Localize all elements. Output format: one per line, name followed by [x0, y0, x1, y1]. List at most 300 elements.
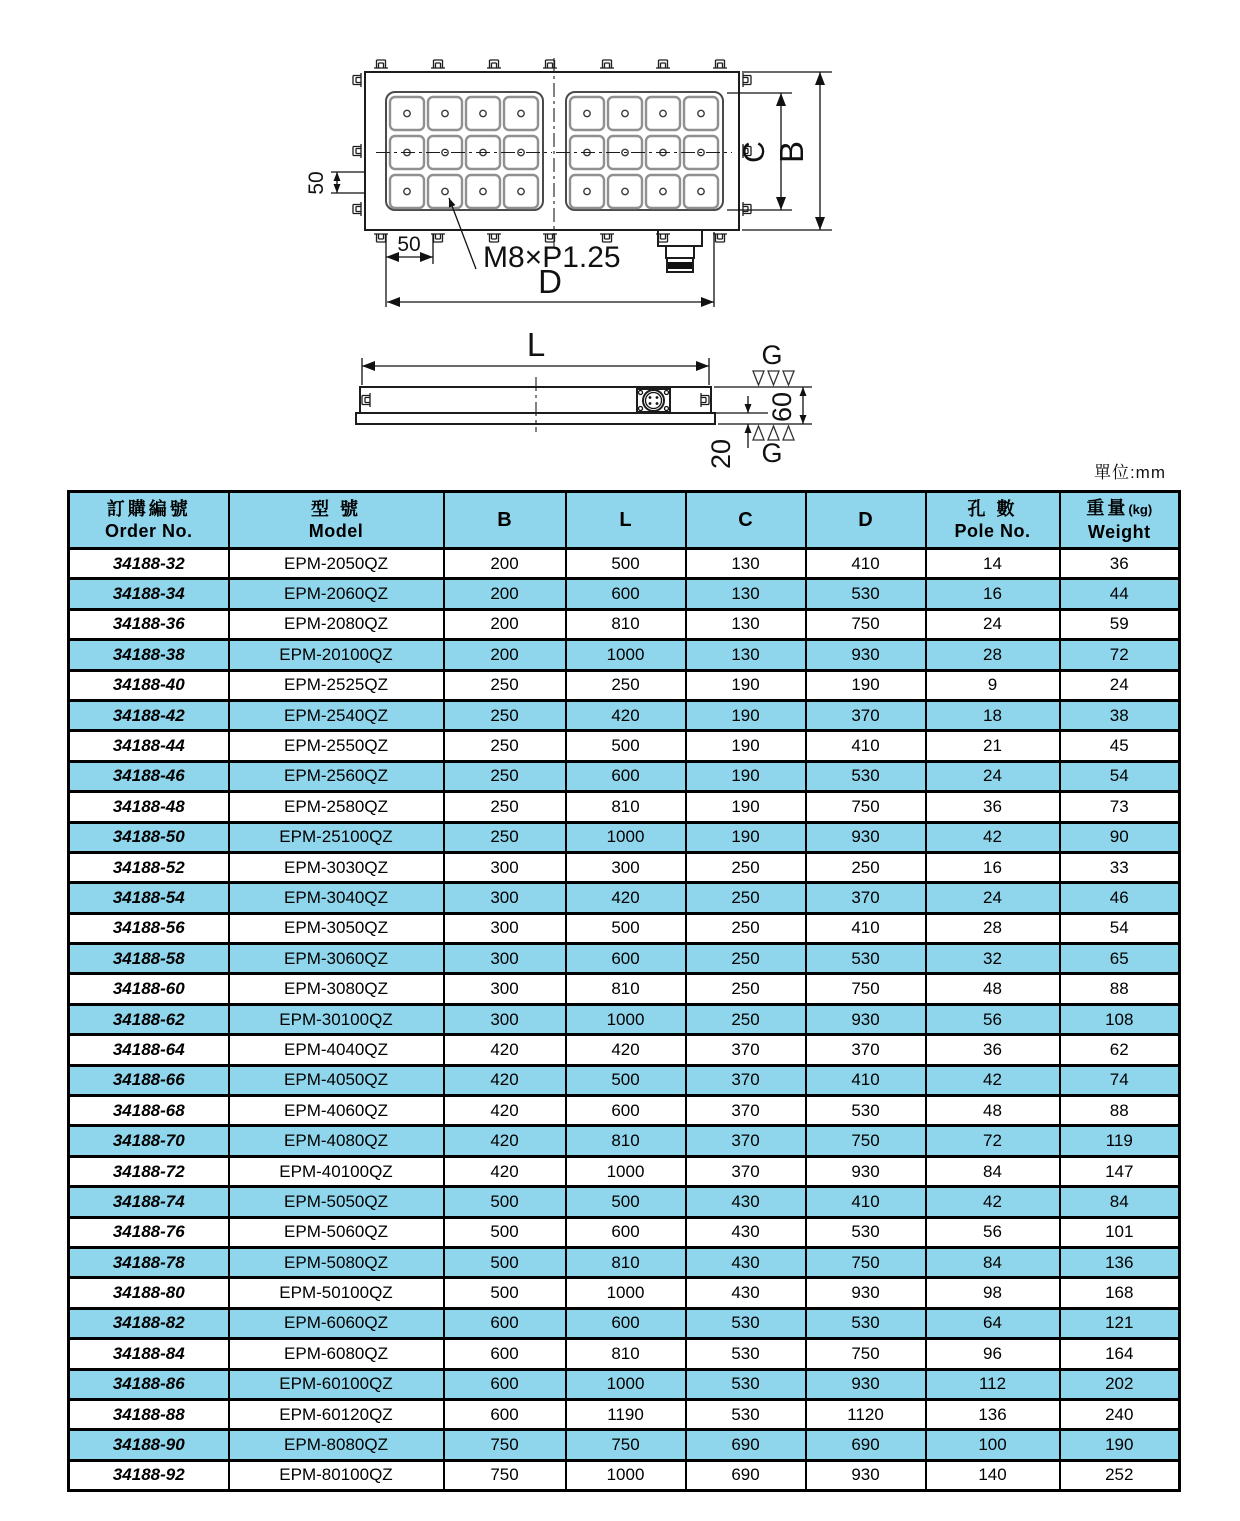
order-no-cell: 34188-58 — [69, 944, 229, 974]
model-cell: EPM-2080QZ — [229, 609, 444, 639]
model-cell: EPM-8080QZ — [229, 1430, 444, 1460]
dim-l-cell: 250 — [566, 670, 686, 700]
table-row — [69, 852, 1180, 882]
dim-d-cell: 750 — [806, 1339, 926, 1369]
dim-c-cell: 370 — [686, 1065, 806, 1095]
dim-d-cell: 530 — [806, 761, 926, 791]
model-cell: EPM-50100QZ — [229, 1278, 444, 1308]
dim-b-cell: 250 — [444, 761, 566, 791]
pole-no-cell: 48 — [926, 974, 1060, 1004]
dim-c-cell: 190 — [686, 700, 806, 730]
dim-l-cell: 500 — [566, 731, 686, 761]
model-cell: EPM-4080QZ — [229, 1126, 444, 1156]
order-no-cell: 34188-54 — [69, 883, 229, 913]
table-row — [69, 1126, 1180, 1156]
dim-b-cell: 200 — [444, 549, 566, 579]
pole-no-cell: 24 — [926, 609, 1060, 639]
pole-no-cell: 42 — [926, 1187, 1060, 1217]
col-header-weight-en: Weight — [1087, 522, 1151, 542]
dim-l-cell: 810 — [566, 792, 686, 822]
table-row — [69, 1065, 1180, 1095]
order-no-cell: 34188-34 — [69, 579, 229, 609]
dim-b-cell: 200 — [444, 579, 566, 609]
order-no-cell: 34188-86 — [69, 1369, 229, 1399]
col-header-model — [229, 492, 444, 549]
dim-d-cell: 250 — [806, 852, 926, 882]
dim-label-60: 60 — [767, 391, 797, 423]
dim-d-cell: 1120 — [806, 1399, 926, 1429]
dim-d-cell: 370 — [806, 700, 926, 730]
weight-cell: 121 — [1060, 1308, 1180, 1338]
dim-c-cell: 190 — [686, 731, 806, 761]
table-row — [69, 549, 1180, 579]
model-cell: EPM-6060QZ — [229, 1308, 444, 1338]
table-row — [69, 883, 1180, 913]
weight-cell: 88 — [1060, 1096, 1180, 1126]
pole-no-cell: 98 — [926, 1278, 1060, 1308]
pole-no-cell: 56 — [926, 1004, 1060, 1034]
table-row — [69, 1247, 1180, 1277]
order-no-cell: 34188-66 — [69, 1065, 229, 1095]
dim-b-cell: 420 — [444, 1096, 566, 1126]
weight-cell: 190 — [1060, 1430, 1180, 1460]
col-header-order-zh: 訂購編號 — [106, 499, 191, 519]
table-row — [69, 700, 1180, 730]
order-no-cell: 34188-74 — [69, 1187, 229, 1217]
dim-l-cell: 1000 — [566, 1278, 686, 1308]
order-no-cell: 34188-82 — [69, 1308, 229, 1338]
col-header-model-zh: 型 號 — [310, 499, 361, 519]
model-cell: EPM-3050QZ — [229, 913, 444, 943]
table-row — [69, 640, 1180, 670]
dim-label-c: C — [738, 141, 771, 163]
surface-finish-bottom — [753, 426, 794, 468]
order-no-cell: 34188-78 — [69, 1247, 229, 1277]
model-cell: EPM-6080QZ — [229, 1339, 444, 1369]
pole-no-cell: 56 — [926, 1217, 1060, 1247]
table-row — [69, 974, 1180, 1004]
model-cell: EPM-80100QZ — [229, 1460, 444, 1490]
dim-d-cell: 190 — [806, 670, 926, 700]
weight-cell: 84 — [1060, 1187, 1180, 1217]
weight-cell: 46 — [1060, 883, 1180, 913]
dim-l-cell: 600 — [566, 761, 686, 791]
dim-l-cell: 500 — [566, 1065, 686, 1095]
dim-d-cell: 530 — [806, 579, 926, 609]
weight-unit: (kg) — [1128, 502, 1153, 517]
weight-cell: 54 — [1060, 913, 1180, 943]
dim-b-cell: 600 — [444, 1308, 566, 1338]
top-view — [305, 58, 832, 307]
dim-l-cell: 1000 — [566, 1460, 686, 1490]
connector-top-view — [658, 230, 702, 272]
dim-c-cell: 690 — [686, 1430, 806, 1460]
dim-l-cell: 1000 — [566, 1369, 686, 1399]
dim-c-cell: 430 — [686, 1278, 806, 1308]
dim-b-cell: 200 — [444, 640, 566, 670]
dim-c-cell: 370 — [686, 1156, 806, 1186]
weight-cell: 119 — [1060, 1126, 1180, 1156]
order-no-cell: 34188-40 — [69, 670, 229, 700]
dim-d-cell: 530 — [806, 944, 926, 974]
dim-b-cell: 600 — [444, 1369, 566, 1399]
dim-l-cell: 810 — [566, 1339, 686, 1369]
pole-no-cell: 24 — [926, 761, 1060, 791]
order-no-cell: 34188-42 — [69, 700, 229, 730]
pole-no-cell: 42 — [926, 822, 1060, 852]
order-no-cell: 34188-50 — [69, 822, 229, 852]
table-row — [69, 944, 1180, 974]
dim-b-cell: 300 — [444, 852, 566, 882]
dim-l-cell: 600 — [566, 944, 686, 974]
col-header-order — [69, 492, 229, 549]
weight-cell: 90 — [1060, 822, 1180, 852]
dim-d-cell: 370 — [806, 883, 926, 913]
table-row — [69, 792, 1180, 822]
pole-no-cell: 84 — [926, 1247, 1060, 1277]
order-no-cell: 34188-70 — [69, 1126, 229, 1156]
dim-label-50-horizontal: 50 — [397, 233, 421, 256]
dim-c-cell: 370 — [686, 1126, 806, 1156]
model-cell: EPM-5060QZ — [229, 1217, 444, 1247]
order-no-cell: 34188-52 — [69, 852, 229, 882]
dim-l-cell: 1000 — [566, 1156, 686, 1186]
dim-label-d: D — [538, 263, 562, 300]
order-no-cell: 34188-56 — [69, 913, 229, 943]
model-cell: EPM-3080QZ — [229, 974, 444, 1004]
col-header-weight-zh: 重量(kg) — [1086, 498, 1153, 518]
dim-l-cell: 420 — [566, 883, 686, 913]
model-cell: EPM-3060QZ — [229, 944, 444, 974]
table-row — [69, 1217, 1180, 1247]
col-header-pole-zh: 孔 數 — [967, 499, 1018, 519]
order-no-cell: 34188-32 — [69, 549, 229, 579]
weight-cell: 164 — [1060, 1339, 1180, 1369]
dim-d-cell: 530 — [806, 1096, 926, 1126]
dim-l-cell: 810 — [566, 1126, 686, 1156]
dim-b-cell: 300 — [444, 1004, 566, 1034]
col-header-l: L — [566, 492, 686, 549]
dim-l-cell: 810 — [566, 974, 686, 1004]
pole-no-cell: 84 — [926, 1156, 1060, 1186]
dim-l-cell: 1000 — [566, 1004, 686, 1034]
model-cell: EPM-60100QZ — [229, 1369, 444, 1399]
weight-cell: 59 — [1060, 609, 1180, 639]
dim-d-cell: 410 — [806, 1065, 926, 1095]
table-row — [69, 1399, 1180, 1429]
weight-cell: 24 — [1060, 670, 1180, 700]
dim-d-cell: 750 — [806, 1247, 926, 1277]
order-no-cell: 34188-62 — [69, 1004, 229, 1034]
dim-c-cell: 430 — [686, 1247, 806, 1277]
finish-label-top: G — [761, 340, 783, 370]
pole-no-cell: 64 — [926, 1308, 1060, 1338]
pole-no-cell: 140 — [926, 1460, 1060, 1490]
pole-no-cell: 36 — [926, 792, 1060, 822]
model-cell: EPM-2580QZ — [229, 792, 444, 822]
order-no-cell: 34188-46 — [69, 761, 229, 791]
model-cell: EPM-40100QZ — [229, 1156, 444, 1186]
weight-cell: 101 — [1060, 1217, 1180, 1247]
pole-no-cell: 136 — [926, 1399, 1060, 1429]
pole-no-cell: 28 — [926, 913, 1060, 943]
model-cell: EPM-2540QZ — [229, 700, 444, 730]
unit-note: 單位:mm — [1093, 463, 1166, 482]
weight-cell: 252 — [1060, 1460, 1180, 1490]
order-no-cell: 34188-88 — [69, 1399, 229, 1429]
dim-c-cell: 130 — [686, 579, 806, 609]
weight-cell: 33 — [1060, 852, 1180, 882]
table-row — [69, 1430, 1180, 1460]
dim-b-cell: 420 — [444, 1156, 566, 1186]
dim-d-cell: 930 — [806, 1369, 926, 1399]
weight-cell: 54 — [1060, 761, 1180, 791]
pole-no-cell: 14 — [926, 549, 1060, 579]
dim-b-cell: 250 — [444, 670, 566, 700]
dim-b-cell: 500 — [444, 1217, 566, 1247]
dim-b-cell: 600 — [444, 1399, 566, 1429]
order-no-cell: 34188-90 — [69, 1430, 229, 1460]
pole-no-cell: 21 — [926, 731, 1060, 761]
dim-l-cell: 500 — [566, 549, 686, 579]
pole-no-cell: 18 — [926, 700, 1060, 730]
pole-no-cell: 72 — [926, 1126, 1060, 1156]
table-row — [69, 1187, 1180, 1217]
dim-b-cell: 420 — [444, 1065, 566, 1095]
dim-c-cell: 250 — [686, 944, 806, 974]
dim-c-cell: 190 — [686, 761, 806, 791]
dim-d-cell: 930 — [806, 640, 926, 670]
order-no-cell: 34188-48 — [69, 792, 229, 822]
dim-l-cell: 600 — [566, 1096, 686, 1126]
model-cell: EPM-2050QZ — [229, 549, 444, 579]
spec-table-body — [69, 549, 1180, 1491]
dim-d-cell: 750 — [806, 1126, 926, 1156]
dim-c-cell: 430 — [686, 1217, 806, 1247]
order-no-cell: 34188-44 — [69, 731, 229, 761]
dim-l-cell: 600 — [566, 579, 686, 609]
dim-l-cell: 500 — [566, 913, 686, 943]
weight-cell: 168 — [1060, 1278, 1180, 1308]
side-view — [356, 326, 812, 469]
order-no-cell: 34188-60 — [69, 974, 229, 1004]
pole-no-cell: 96 — [926, 1339, 1060, 1369]
order-no-cell: 34188-84 — [69, 1339, 229, 1369]
pole-no-cell: 48 — [926, 1096, 1060, 1126]
model-cell: EPM-4060QZ — [229, 1096, 444, 1126]
table-row — [69, 1278, 1180, 1308]
weight-cell: 45 — [1060, 731, 1180, 761]
dim-c-cell: 190 — [686, 792, 806, 822]
dim-l-cell: 500 — [566, 1187, 686, 1217]
dim-l-cell: 600 — [566, 1217, 686, 1247]
dim-l-cell: 1000 — [566, 822, 686, 852]
col-header-weight — [1060, 492, 1180, 549]
weight-cell: 74 — [1060, 1065, 1180, 1095]
dim-d-cell: 930 — [806, 822, 926, 852]
dim-d-cell: 930 — [806, 1004, 926, 1034]
table-row — [69, 1308, 1180, 1338]
dim-b-cell: 250 — [444, 822, 566, 852]
model-cell: EPM-2525QZ — [229, 670, 444, 700]
model-cell: EPM-2560QZ — [229, 761, 444, 791]
order-no-cell: 34188-92 — [69, 1460, 229, 1490]
table-row — [69, 1035, 1180, 1065]
table-row — [69, 579, 1180, 609]
table-row — [69, 822, 1180, 852]
dim-d-cell: 530 — [806, 1217, 926, 1247]
dim-d-cell: 410 — [806, 549, 926, 579]
pole-no-cell: 42 — [926, 1065, 1060, 1095]
dim-b-cell: 300 — [444, 883, 566, 913]
col-header-b: B — [444, 492, 566, 549]
dim-l — [362, 326, 709, 385]
model-cell: EPM-2060QZ — [229, 579, 444, 609]
dim-b-cell: 200 — [444, 609, 566, 639]
weight-cell: 65 — [1060, 944, 1180, 974]
pole-no-cell: 9 — [926, 670, 1060, 700]
finish-label-bottom: G — [761, 438, 783, 468]
col-header-pole — [926, 492, 1060, 549]
dim-c-cell: 250 — [686, 913, 806, 943]
dim-b-cell: 250 — [444, 792, 566, 822]
dim-l-cell: 600 — [566, 1308, 686, 1338]
dim-d-cell: 930 — [806, 1156, 926, 1186]
table-row — [69, 1004, 1180, 1034]
model-cell: EPM-60120QZ — [229, 1399, 444, 1429]
dim-c-cell: 530 — [686, 1339, 806, 1369]
dim-d-cell: 930 — [806, 1278, 926, 1308]
spec-table — [67, 490, 1181, 1492]
model-cell: EPM-30100QZ — [229, 1004, 444, 1034]
dim-b-cell: 250 — [444, 731, 566, 761]
dim-label-l: L — [526, 326, 546, 363]
dim-d-cell: 750 — [806, 609, 926, 639]
col-header-c: C — [686, 492, 806, 549]
dim-l-cell: 750 — [566, 1430, 686, 1460]
dim-50-vertical — [305, 171, 365, 194]
dim-b-cell: 500 — [444, 1187, 566, 1217]
dim-b-cell: 250 — [444, 700, 566, 730]
table-row — [69, 1460, 1180, 1490]
weight-cell: 202 — [1060, 1369, 1180, 1399]
dim-l-cell: 420 — [566, 1035, 686, 1065]
weight-cell: 36 — [1060, 549, 1180, 579]
order-no-cell: 34188-68 — [69, 1096, 229, 1126]
model-cell: EPM-25100QZ — [229, 822, 444, 852]
weight-cell: 44 — [1060, 579, 1180, 609]
thread-label: M8×P1.25 — [483, 241, 621, 274]
col-header-d: D — [806, 492, 926, 549]
col-header-model-en: Model — [308, 521, 364, 541]
table-row — [69, 761, 1180, 791]
table-row — [69, 609, 1180, 639]
dim-l-cell: 1190 — [566, 1399, 686, 1429]
dim-label-50-vertical: 50 — [305, 171, 328, 195]
dim-c-cell: 190 — [686, 822, 806, 852]
dim-label-b: B — [773, 140, 810, 164]
table-row — [69, 1369, 1180, 1399]
model-cell: EPM-20100QZ — [229, 640, 444, 670]
dim-l-cell: 1000 — [566, 640, 686, 670]
model-cell: EPM-4050QZ — [229, 1065, 444, 1095]
dim-c-cell: 250 — [686, 852, 806, 882]
dim-b-cell: 300 — [444, 913, 566, 943]
table-row — [69, 1339, 1180, 1369]
table-row — [69, 1156, 1180, 1186]
dim-b-cell: 750 — [444, 1430, 566, 1460]
dim-c-cell: 130 — [686, 549, 806, 579]
table-row — [69, 1096, 1180, 1126]
dim-d-cell: 690 — [806, 1430, 926, 1460]
dim-b-cell: 300 — [444, 974, 566, 1004]
dim-c-cell: 190 — [686, 670, 806, 700]
weight-cell: 240 — [1060, 1399, 1180, 1429]
dim-l-cell: 420 — [566, 700, 686, 730]
dim-l-cell: 810 — [566, 1247, 686, 1277]
dim-d-cell: 410 — [806, 731, 926, 761]
col-header-order-en: Order No. — [104, 521, 193, 541]
dim-l-cell: 810 — [566, 609, 686, 639]
table-row — [69, 670, 1180, 700]
model-cell: EPM-2550QZ — [229, 731, 444, 761]
dim-c-cell: 250 — [686, 974, 806, 1004]
pole-no-cell: 100 — [926, 1430, 1060, 1460]
dim-c-cell: 370 — [686, 1035, 806, 1065]
dim-c-cell: 250 — [686, 1004, 806, 1034]
weight-cell: 147 — [1060, 1156, 1180, 1186]
dim-c-cell: 530 — [686, 1369, 806, 1399]
dim-d-cell: 750 — [806, 974, 926, 1004]
order-no-cell: 34188-36 — [69, 609, 229, 639]
pole-no-cell: 32 — [926, 944, 1060, 974]
dim-l-cell: 300 — [566, 852, 686, 882]
dim-d-cell: 750 — [806, 792, 926, 822]
dim-label-20: 20 — [706, 438, 736, 470]
dim-c-cell: 530 — [686, 1308, 806, 1338]
model-cell: EPM-3030QZ — [229, 852, 444, 882]
table-header-row — [69, 492, 1180, 549]
model-cell: EPM-5080QZ — [229, 1247, 444, 1277]
order-no-cell: 34188-72 — [69, 1156, 229, 1186]
dim-d-cell: 530 — [806, 1308, 926, 1338]
dim-c-cell: 530 — [686, 1399, 806, 1429]
weight-cell: 108 — [1060, 1004, 1180, 1034]
dim-b-cell: 420 — [444, 1126, 566, 1156]
order-no-cell: 34188-38 — [69, 640, 229, 670]
dim-b-cell: 500 — [444, 1278, 566, 1308]
pole-no-cell: 36 — [926, 1035, 1060, 1065]
weight-cell: 73 — [1060, 792, 1180, 822]
order-no-cell: 34188-64 — [69, 1035, 229, 1065]
dim-c-cell: 130 — [686, 609, 806, 639]
surface-finish-top — [753, 340, 794, 385]
dim-c-cell: 250 — [686, 883, 806, 913]
model-cell: EPM-5050QZ — [229, 1187, 444, 1217]
table-row — [69, 731, 1180, 761]
dim-b-cell: 750 — [444, 1460, 566, 1490]
order-no-cell: 34188-76 — [69, 1217, 229, 1247]
dim-c-cell: 370 — [686, 1096, 806, 1126]
weight-cell: 38 — [1060, 700, 1180, 730]
weight-cell: 62 — [1060, 1035, 1180, 1065]
dim-b-cell: 420 — [444, 1035, 566, 1065]
pole-no-cell: 16 — [926, 852, 1060, 882]
weight-cell: 72 — [1060, 640, 1180, 670]
table-row — [69, 913, 1180, 943]
pole-no-cell: 112 — [926, 1369, 1060, 1399]
dim-b-cell: 500 — [444, 1247, 566, 1277]
